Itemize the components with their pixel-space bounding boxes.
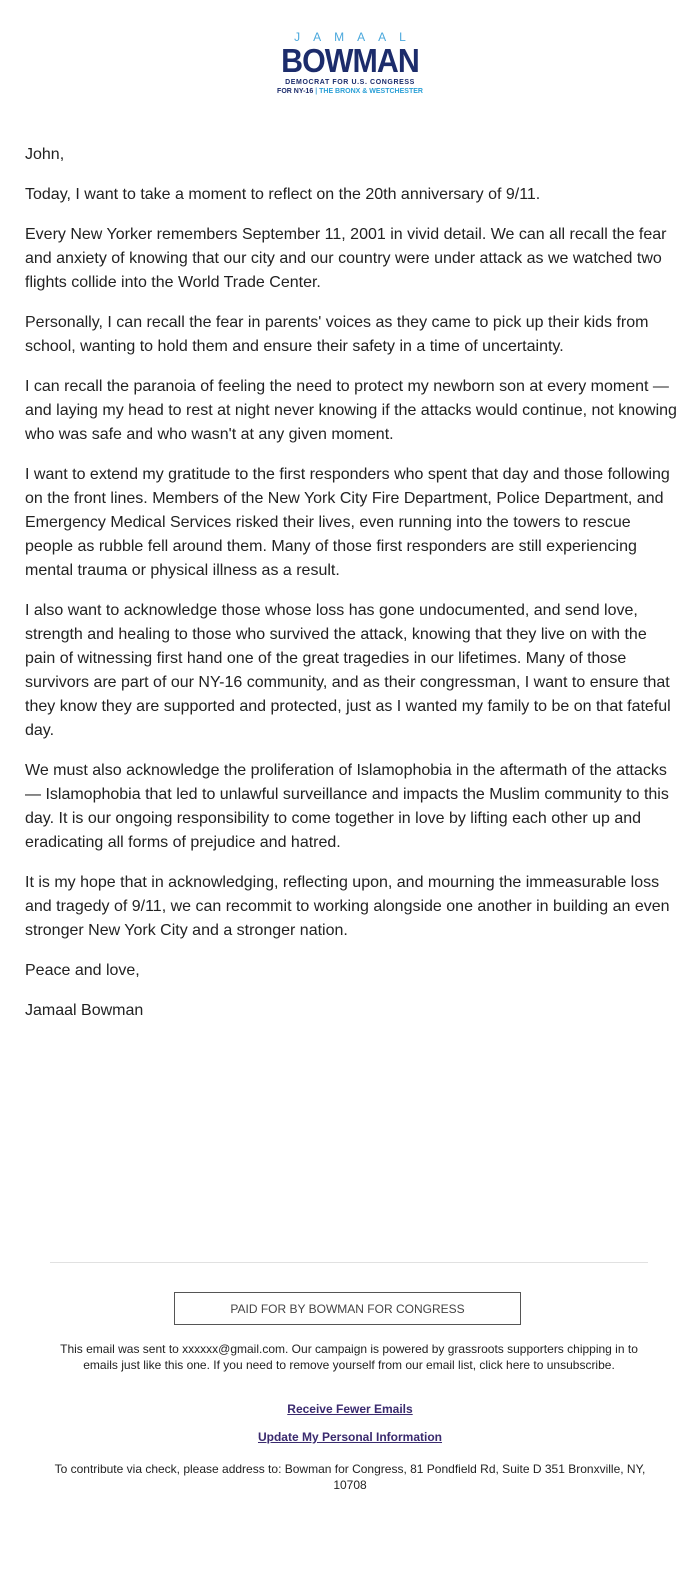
paragraph: Every New Yorker remembers September 11, 2001 in vivid detail. We can all recall the fear and anxiety of knowing that our city and our country were under attack as we watched two flights collide into the World Trade Center. (25, 226, 667, 291)
logo-separator: | (315, 88, 318, 95)
paragraph: Today, I want to take a moment to reflect on the 20th anniversary of 9/11. (25, 186, 541, 203)
paragraph: I want to extend my gratitude to the first responders who spent that day and those following on the front lines. Members of the New York City Fire Department, Police Department, and Emergency Medical Services risked their lives, even running into the towers to rescue people as rubble fell around them. Many of those first responders are still experiencing mental trauma or physical illness as a result. (25, 466, 670, 579)
mailing-address: To contribute via check, please address to: Bowman for Congress, 81 Pondfield Rd, Suite D 351 Bronxville, NY, 10708 (54, 1462, 646, 1492)
paragraph: I can recall the paranoia of feeling the need to protect my newborn son at every moment — and laying my head to rest at night never knowing if the attacks would continue, not knowing who was safe and who wasn't at any given moment. (25, 378, 677, 443)
closing: Peace and love, (25, 962, 140, 979)
paragraph: It is my hope that in acknowledging, reflecting upon, and mourning the immeasurable loss and tragedy of 9/11, we can recommit to working alongside one another in building an even stronger New York City and a stronger nation. (25, 874, 670, 939)
logo-first-name: JAMAAL (294, 30, 419, 44)
receive-fewer-emails-link[interactable]: Receive Fewer Emails (287, 1402, 413, 1416)
footer-divider (50, 1262, 648, 1263)
signature: Jamaal Bowman (25, 1002, 144, 1019)
letter-body (25, 143, 677, 1039)
logo-last-name: BOWMAN (281, 42, 419, 79)
greeting: John, (25, 146, 65, 163)
email-notice: This email was sent to xxxxxx@gmail.com. Our campaign is powered by grassroots supporters chipping in to emails just like this one. If you need to remove yourself from our email list, click here to unsubscribe. (60, 1342, 638, 1372)
paragraph: We must also acknowledge the proliferation of Islamophobia in the aftermath of the attacks — Islamophobia that led to unlawful surveillance and impacts the Muslim community to this day. It is our ongoing responsibility to come together in love by lifting each other up and eradicating all forms of prejudice and hatred. (25, 762, 669, 851)
paid-for-disclaimer: PAID FOR BY BOWMAN FOR CONGRESS (174, 1292, 521, 1325)
campaign-logo (0, 30, 700, 98)
update-personal-info-link[interactable]: Update My Personal Information (257, 1430, 443, 1444)
logo-block (275, 30, 425, 96)
logo-area: THE BRONX & WESTCHESTER (319, 88, 423, 95)
logo-subtitle: DEMOCRAT FOR U.S. CONGRESS (285, 79, 415, 86)
paragraph: I also want to acknowledge those whose loss has gone undocumented, and send love, strength and healing to those who survived the attack, knowing that they live on with the pain of witnessing first hand one of the great tragedies in our lifetimes. Many of those survivors are part of our NY-16 community, and as their congressman, I want to ensure that they know they are supported and protected, just as I wanted my family to be on that fateful day. (25, 602, 671, 739)
paragraph: Personally, I can recall the fear in parents' voices as they came to pick up their kids from school, wanting to hold them and ensure their safety in a time of uncertainty. (25, 314, 649, 355)
logo-district: FOR NY-16 (277, 88, 314, 95)
logo-district-line (275, 87, 425, 96)
